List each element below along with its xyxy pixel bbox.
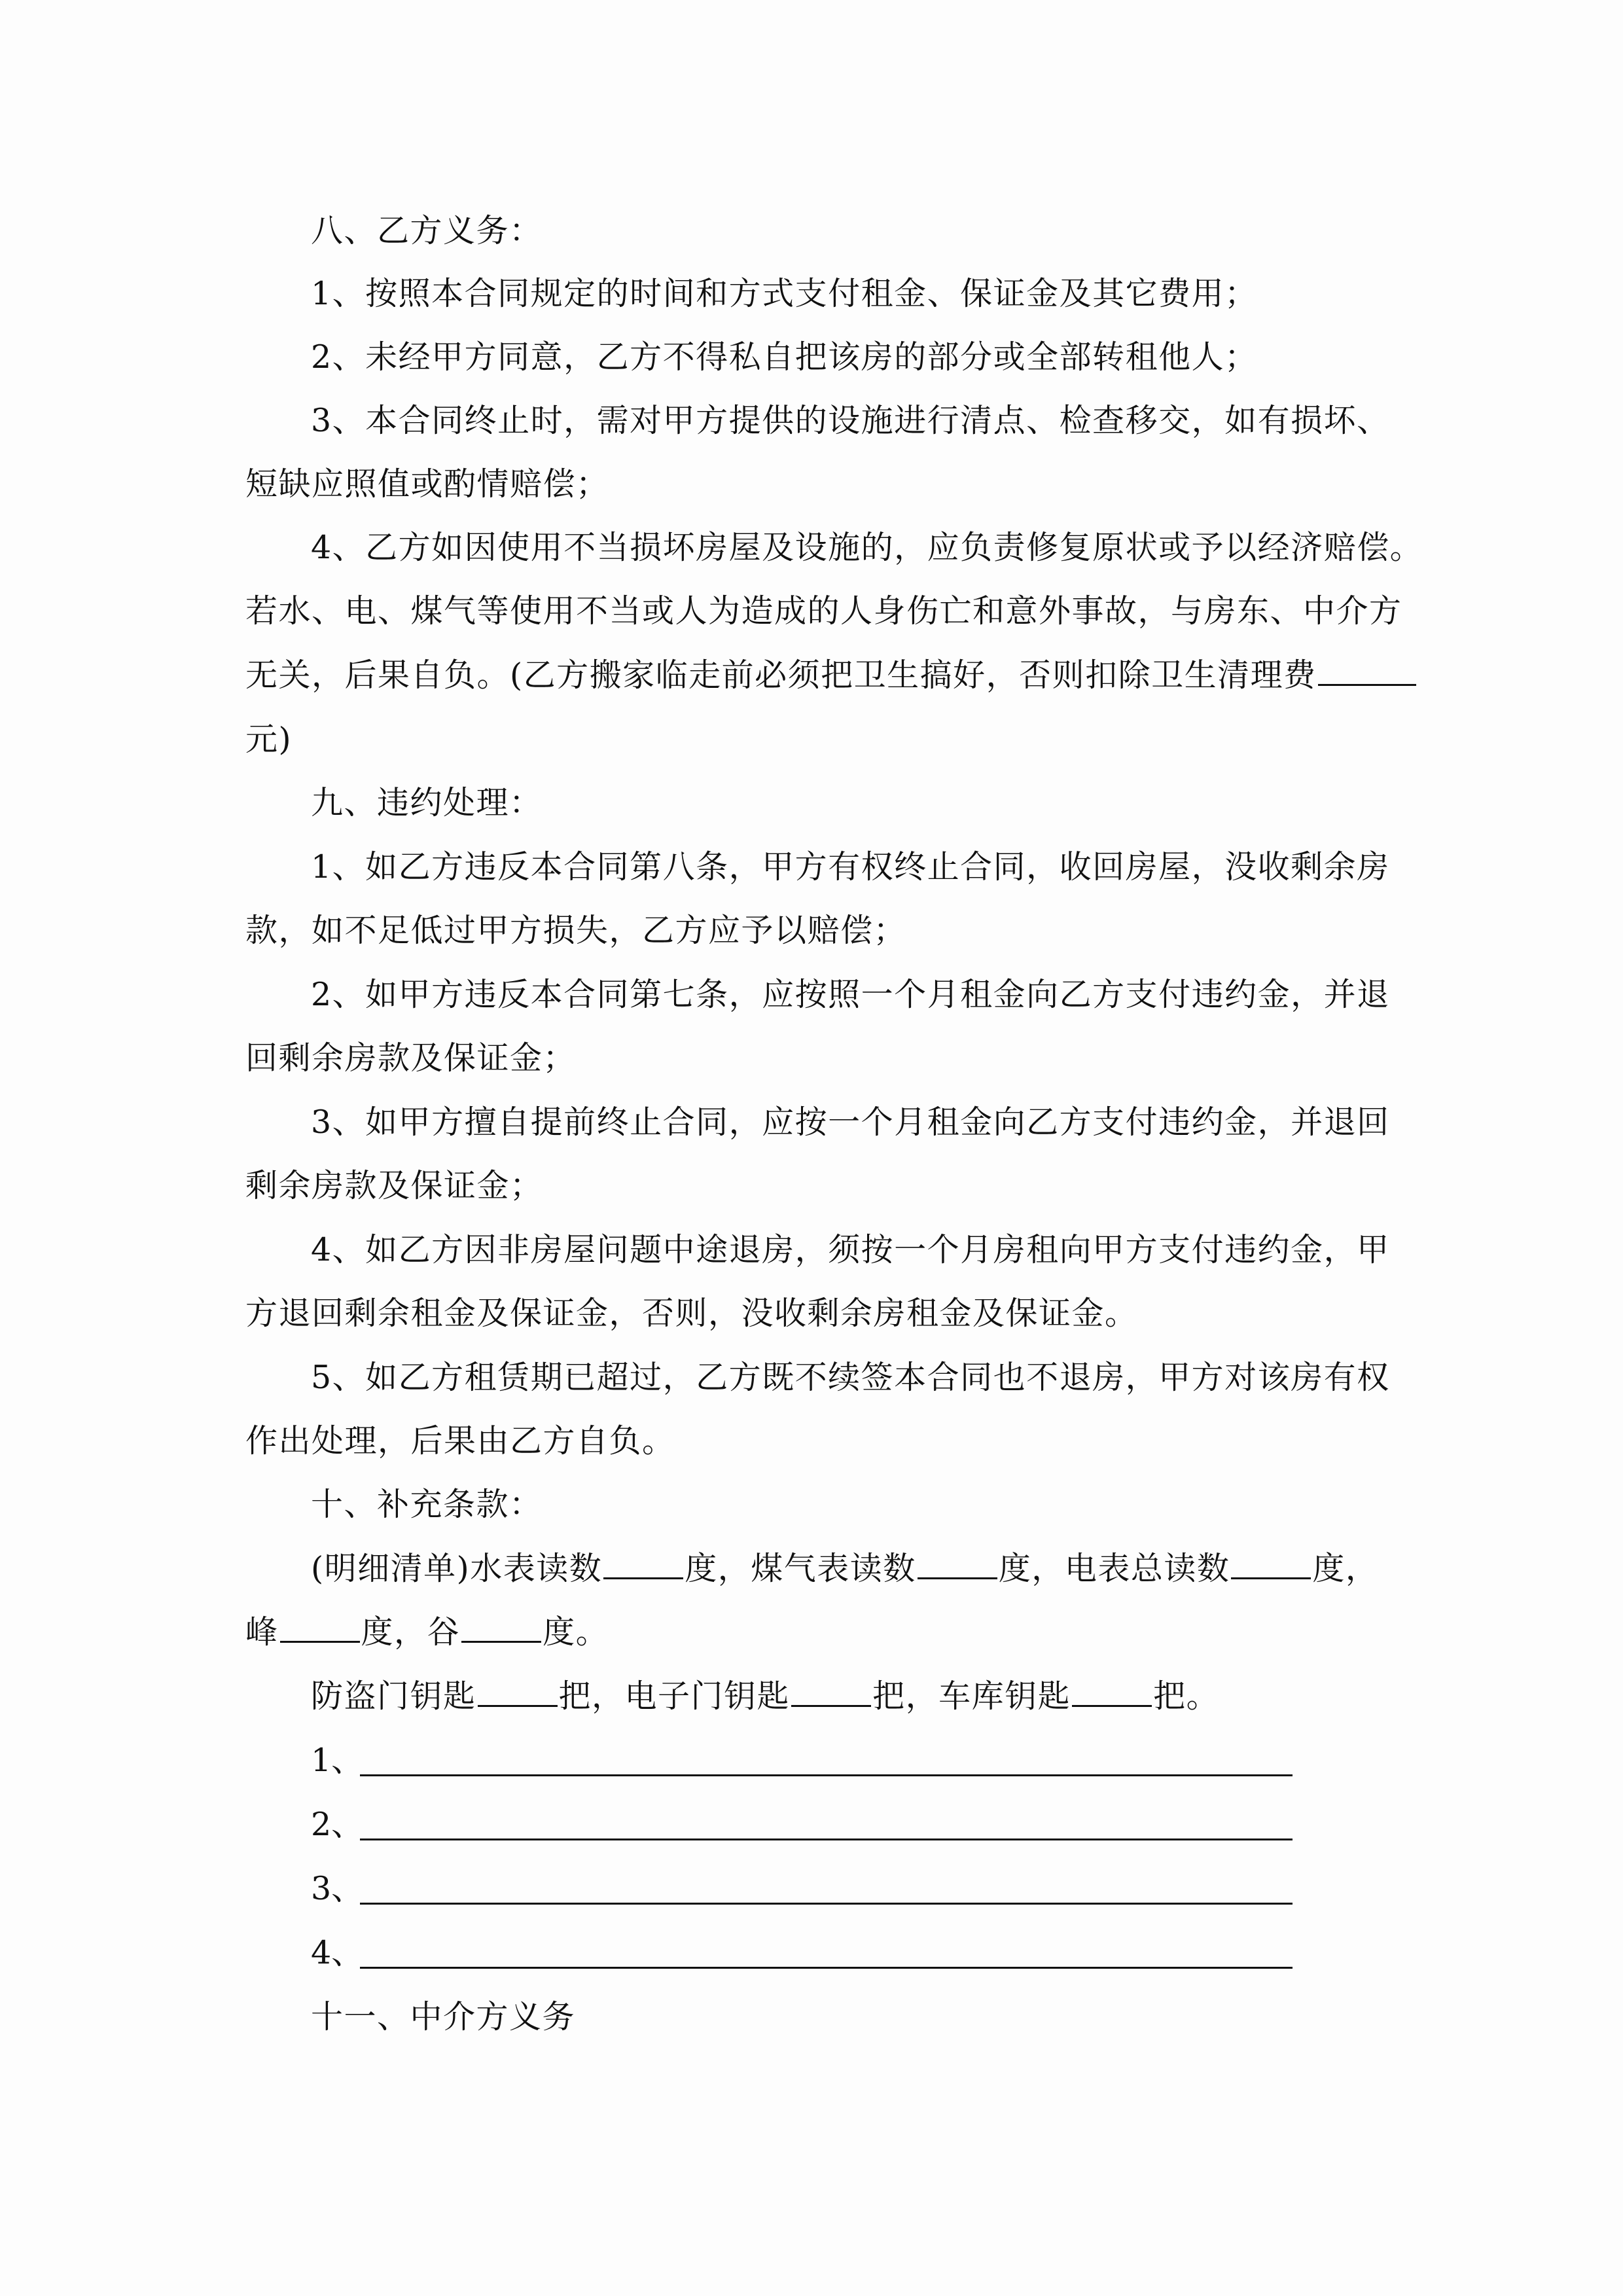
clause-8-4-line3-text: 无关，后果自负。(乙方搬家临走前必须把卫生搞好，否则扣除卫生清理费 [245, 656, 1317, 694]
electronic-door-key-blank[interactable] [791, 1679, 871, 1707]
period: 。 [575, 1613, 609, 1651]
clause-9-1-line2: 款，如不足低过甲方损失，乙方应予以赔偿； [245, 912, 907, 949]
unit-label: 度 [543, 1613, 576, 1651]
garage-key-label: 车库钥匙 [938, 1677, 1071, 1715]
clause-8-1: 1、按照本合同规定的时间和方式支付租金、保证金及其它费用； [311, 275, 1258, 312]
supplementary-item-3 [311, 1857, 364, 1921]
clause-8-2: 2、未经甲方同意，乙方不得私自把该房的部分或全部转租他人； [311, 338, 1258, 376]
separator: ， [905, 1677, 939, 1715]
clause-9-2-line1: 2、如甲方违反本合同第七条，应按照一个月租金向乙方支付违约金，并退 [311, 976, 1390, 1013]
supplementary-item-2 [311, 1793, 364, 1857]
security-door-key-label: 防盗门钥匙 [311, 1677, 476, 1715]
meter-readings-line2 [245, 1600, 1384, 1664]
separator: ， [394, 1613, 427, 1651]
unit-label: 度 [685, 1550, 718, 1587]
clause-9-5-line1: 5、如乙方租赁期已超过，乙方既不续签本合同也不退房，甲方对该房有权 [311, 1359, 1390, 1396]
supplementary-item-2-blank[interactable] [360, 1839, 1293, 1840]
separator: ， [1031, 1550, 1065, 1587]
clause-9-1-line1: 1、如乙方违反本合同第八条，甲方有权终止合同，收回房屋，没收剩余房 [311, 848, 1390, 886]
electronic-door-key-label: 电子门钥匙 [624, 1677, 791, 1715]
clause-8-4-line3 [245, 643, 1384, 708]
clause-9-4-line1: 4、如乙方因非房屋问题中途退房，须按一个月房租向甲方支付违约金，甲 [311, 1231, 1390, 1268]
supplementary-item-1-blank[interactable] [360, 1774, 1293, 1776]
separator: ， [1345, 1550, 1379, 1587]
cleaning-fee-blank[interactable] [1318, 658, 1416, 686]
unit-label: 度 [998, 1550, 1032, 1587]
item-number: 2、 [311, 1806, 364, 1843]
key-unit-label: 把 [558, 1677, 592, 1715]
period: 。 [1186, 1677, 1220, 1715]
item-number: 3、 [311, 1870, 364, 1907]
section-heading-8: 八、乙方义务： [311, 212, 543, 249]
supplementary-item-4 [311, 1921, 364, 1985]
gas-meter-blank[interactable] [918, 1551, 997, 1579]
clause-9-3-line1: 3、如甲方擅自提前终止合同，应按一个月租金向乙方支付违约金，并退回 [311, 1103, 1390, 1141]
gas-meter-label: 煤气表读数 [751, 1550, 916, 1587]
item-number: 4、 [311, 1934, 364, 1971]
valley-reading-blank[interactable] [461, 1615, 541, 1643]
security-door-key-blank[interactable] [478, 1679, 558, 1707]
separator: ， [592, 1677, 625, 1715]
section-heading-11: 十一、中介方义务 [311, 1998, 576, 2036]
clause-8-4-line1: 4、乙方如因使用不当损坏房屋及设施的，应负责修复原状或予以经济赔偿。 [311, 529, 1423, 566]
electric-meter-label: 电表总读数 [1064, 1550, 1230, 1587]
clause-9-4-line2: 方退回剩余租金及保证金，否则，没收剩余房租金及保证金。 [245, 1295, 1138, 1332]
clause-9-3-line2: 剩余房款及保证金； [245, 1167, 543, 1204]
meter-readings-line1 [311, 1537, 1450, 1601]
supplementary-item-1 [311, 1729, 364, 1793]
supplementary-item-4-blank[interactable] [360, 1967, 1293, 1969]
section-heading-9: 九、违约处理： [311, 784, 543, 821]
clause-9-5-line2: 作出处理，后果由乙方自负。 [245, 1422, 675, 1460]
clause-8-4-line2: 若水、电、煤气等使用不当或人为造成的人身伤亡和意外事故，与房东、中介方 [245, 592, 1402, 630]
electric-meter-blank[interactable] [1231, 1551, 1311, 1579]
peak-reading-blank[interactable] [280, 1615, 360, 1643]
garage-key-blank[interactable] [1072, 1679, 1152, 1707]
separator: ， [717, 1550, 751, 1587]
clause-8-3-line2: 短缺应照值或酌情赔偿； [245, 465, 609, 503]
supplementary-item-3-blank[interactable] [360, 1903, 1293, 1905]
meter-prefix-label: (明细清单)水表读数 [311, 1550, 603, 1587]
unit-label: 度 [1312, 1550, 1346, 1587]
key-unit-label: 把 [1153, 1677, 1186, 1715]
unit-label: 度 [361, 1613, 395, 1651]
item-number: 1、 [311, 1742, 364, 1779]
clause-8-3-line1: 3、本合同终止时，需对甲方提供的设施进行清点、检查移交，如有损坏、 [311, 402, 1390, 439]
clause-8-4-line4: 元) [245, 721, 293, 758]
section-heading-10: 十、补充条款： [311, 1486, 543, 1523]
water-meter-blank[interactable] [603, 1551, 683, 1579]
clause-9-2-line2: 回剩余房款及保证金； [245, 1039, 577, 1077]
keys-line [311, 1664, 1450, 1729]
key-unit-label: 把 [872, 1677, 906, 1715]
valley-label: 谷 [427, 1613, 461, 1651]
peak-label: 峰 [245, 1613, 279, 1651]
